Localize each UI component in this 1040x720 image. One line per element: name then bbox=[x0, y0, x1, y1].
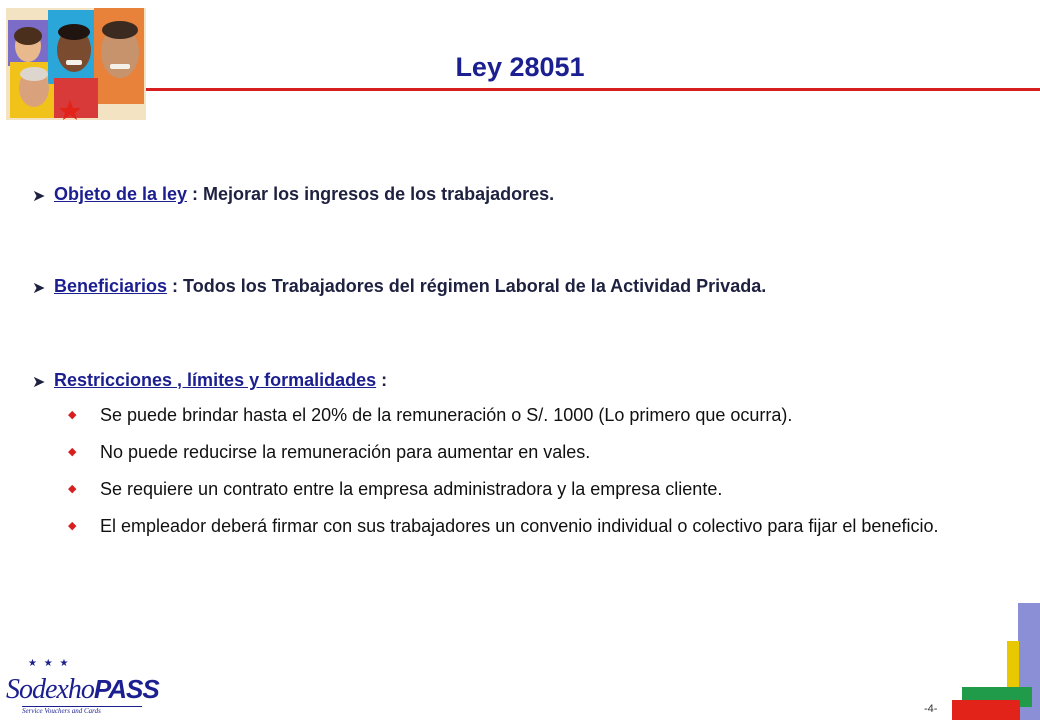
point-text-restricciones: : bbox=[376, 370, 388, 390]
arrow-bullet-icon: ➤ bbox=[32, 374, 46, 391]
restrictions-list bbox=[64, 404, 1024, 552]
star-arc-icon: ★ ★ ★ bbox=[28, 658, 71, 669]
point-label-beneficiarios: Beneficiarios bbox=[54, 276, 168, 296]
corner-decoration-red bbox=[952, 700, 1020, 720]
restriction-text: El empleador deberá firmar con sus trabajadores un convenio individual o colectivo para fijar el beneficio. bbox=[100, 516, 939, 536]
slide-title: Ley 28051 bbox=[455, 52, 585, 82]
diamond-bullet-icon: ◆ bbox=[68, 520, 77, 532]
restriction-text: Se puede brindar hasta el 20% de la remuneración o S/. 1000 (Lo primero que ocurra). bbox=[100, 405, 793, 425]
logo-tagline: Service Vouchers and Cards bbox=[22, 706, 142, 715]
point-text-beneficiarios: : Todos los Trabajadores del régimen Laboral de la Actividad Privada. bbox=[167, 276, 767, 296]
point-label-objeto: Objeto de la ley bbox=[54, 184, 188, 204]
list-item bbox=[64, 404, 1024, 426]
point-text-objeto: : Mejorar los ingresos de los trabajadores. bbox=[187, 184, 555, 204]
arrow-bullet-icon: ➤ bbox=[32, 280, 46, 297]
point-label-restricciones: Restricciones , límites y formalidades bbox=[54, 370, 377, 390]
logo-product: PASS bbox=[93, 674, 159, 704]
arrow-bullet-icon: ➤ bbox=[32, 188, 46, 205]
bullet-objeto bbox=[32, 184, 554, 206]
bullet-beneficiarios bbox=[32, 276, 766, 298]
diamond-bullet-icon: ◆ bbox=[68, 409, 77, 421]
bullet-restricciones bbox=[32, 370, 387, 392]
list-item bbox=[64, 441, 1024, 463]
list-item bbox=[64, 478, 1024, 500]
restriction-text: Se requiere un contrato entre la empresa administradora y la empresa cliente. bbox=[100, 479, 723, 499]
diamond-bullet-icon: ◆ bbox=[68, 483, 77, 495]
title-underline-rule bbox=[146, 88, 1040, 91]
diamond-bullet-icon: ◆ bbox=[68, 446, 77, 458]
logo-wordmark bbox=[6, 674, 159, 706]
page-number: -4- bbox=[924, 703, 938, 715]
list-item bbox=[64, 515, 1024, 537]
sodexho-pass-logo bbox=[6, 656, 159, 718]
logo-brand: Sodexho bbox=[6, 674, 94, 705]
restriction-text: No puede reducirse la remuneración para aumentar en vales. bbox=[100, 442, 591, 462]
